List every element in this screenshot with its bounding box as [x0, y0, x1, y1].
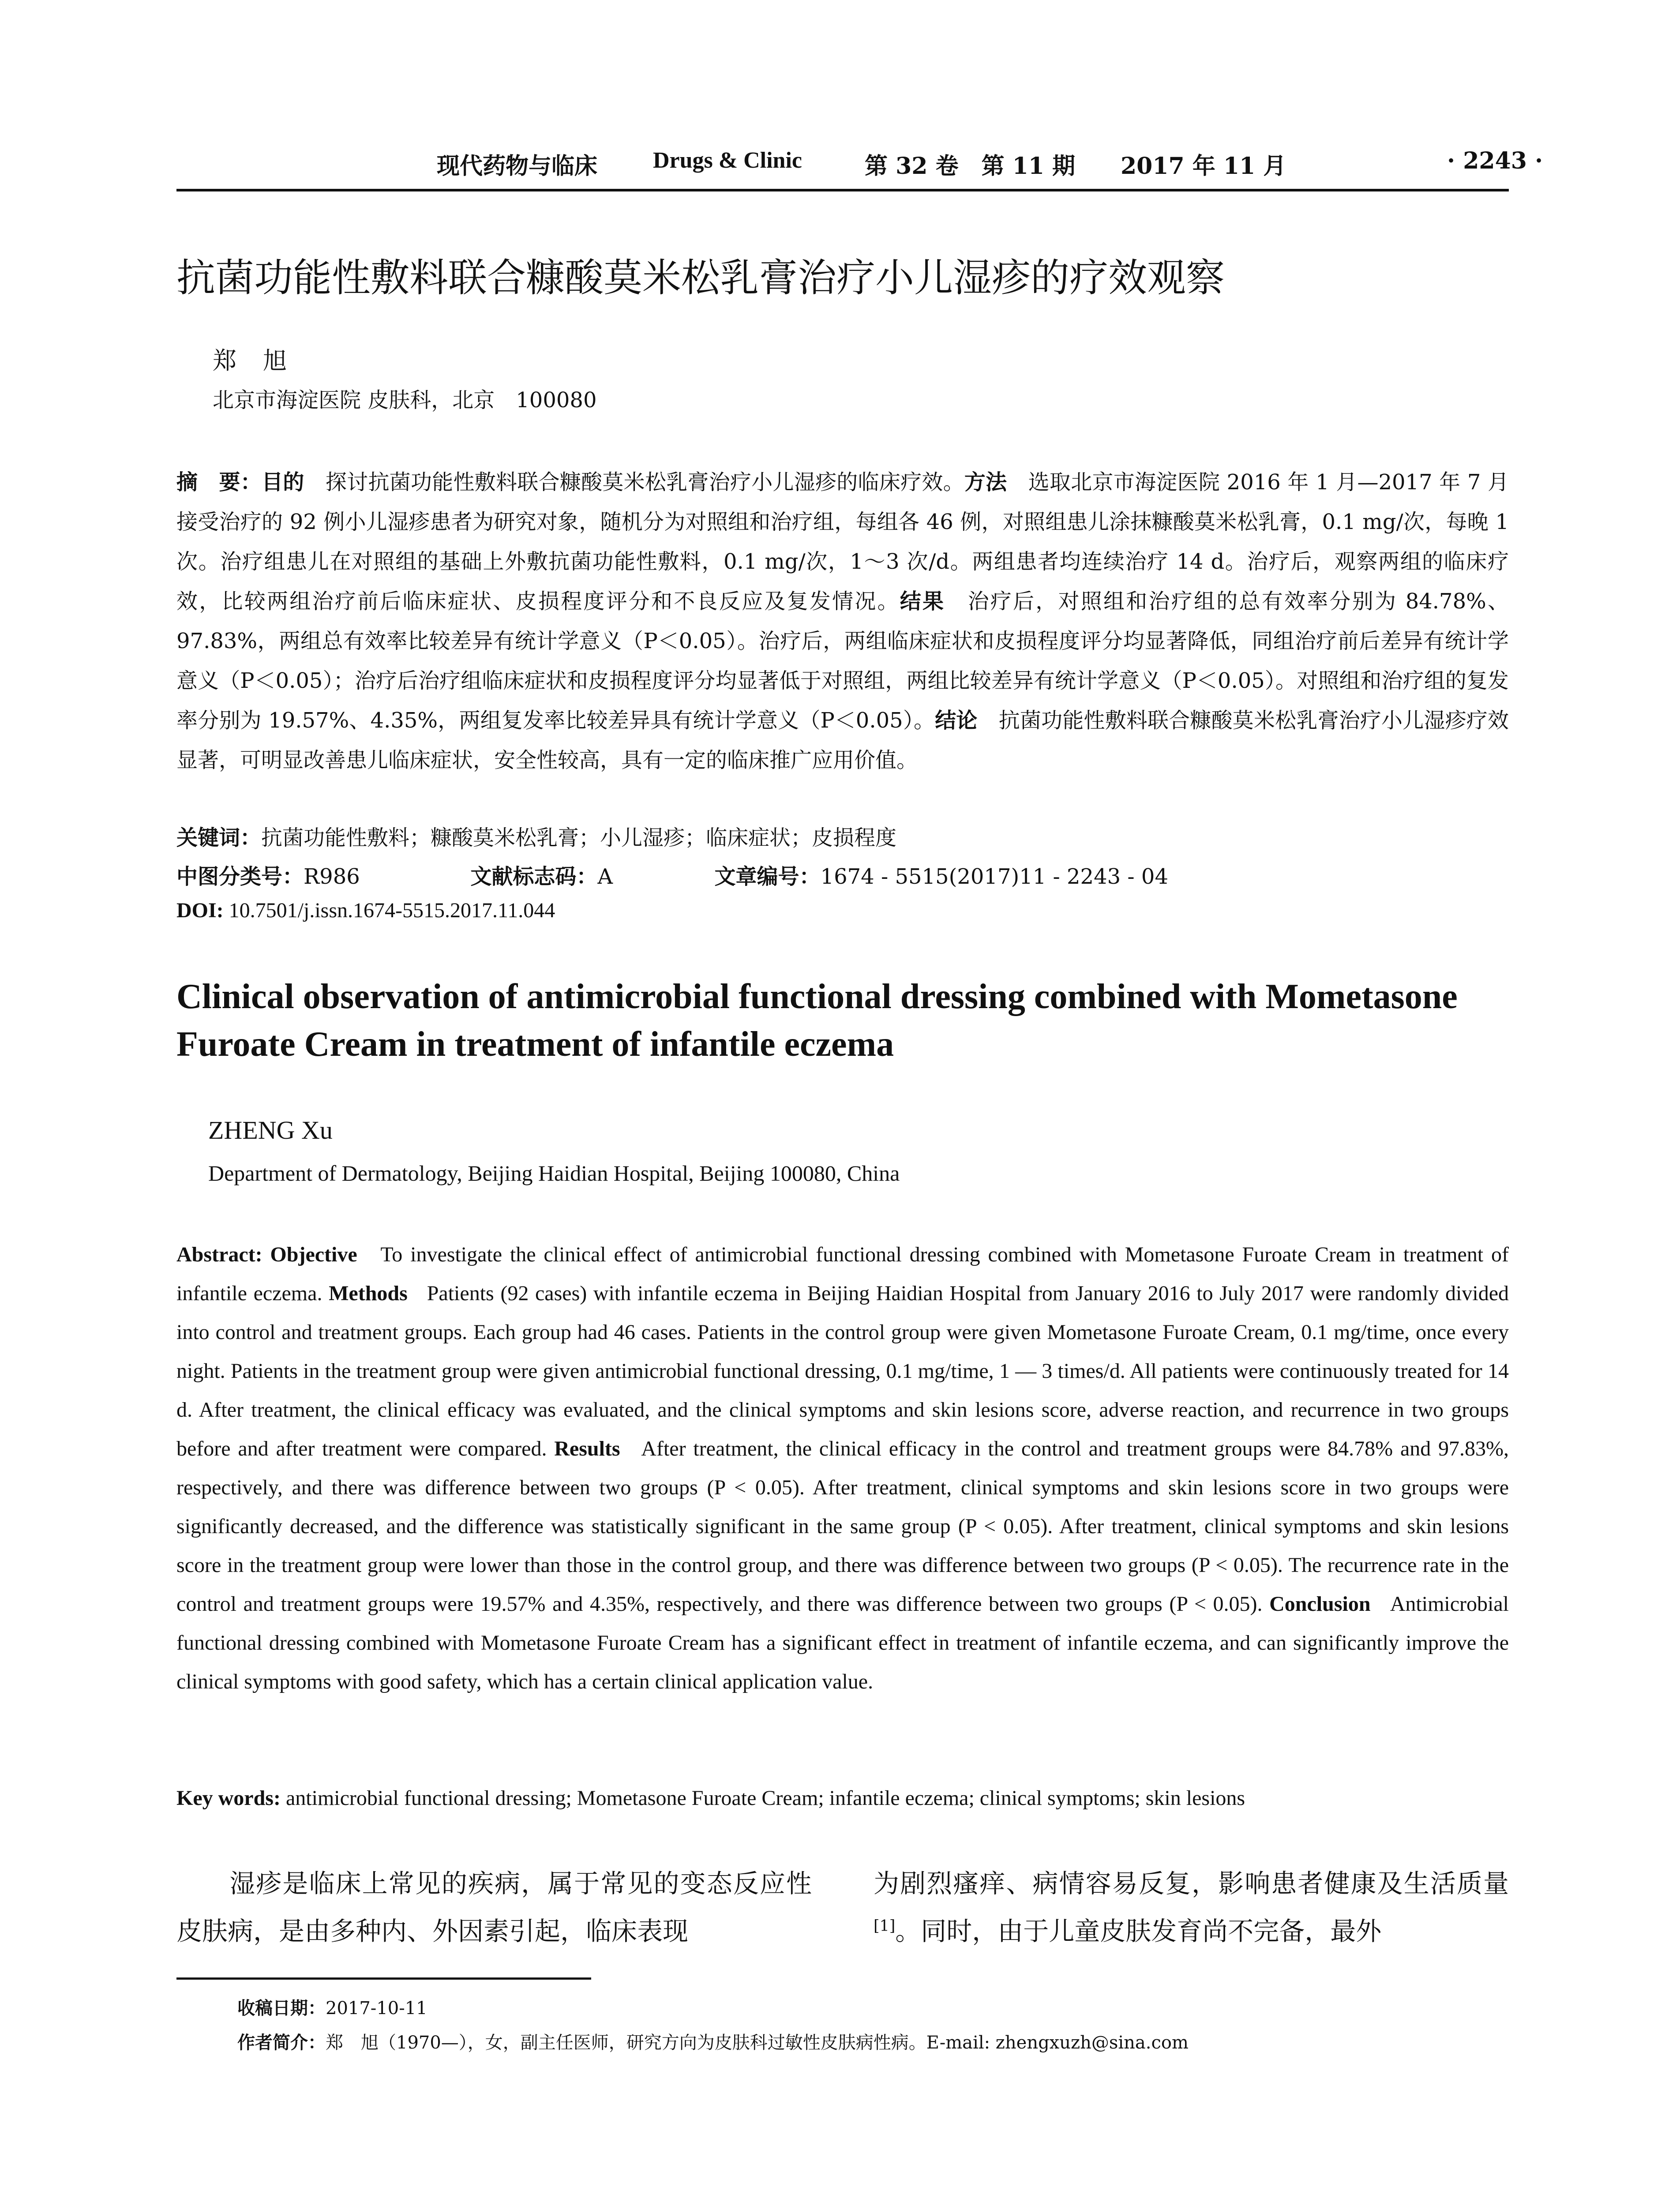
english-title: Clinical observation of antimicrobial functional dressing combined with Mometasone Furoate Cream in treatment of infantile eczema	[176, 977, 1458, 1064]
english-keywords	[176, 1786, 1245, 1810]
doi-line	[176, 898, 555, 923]
english-abstract	[176, 1235, 1509, 1701]
objective-label: 目的	[262, 470, 304, 495]
chinese-author: 郑旭	[213, 347, 313, 375]
chinese-affiliation: 北京市海淀医院 皮肤科，北京 100080	[213, 388, 597, 413]
chinese-keywords	[176, 821, 896, 851]
objective-text: 探讨抗菌功能性敷料联合糠酸莫米松乳膏治疗小儿湿疹的临床疗效。	[325, 470, 964, 495]
page-number: · 2243 ·	[1447, 147, 1543, 174]
doc-code-value: A	[597, 864, 613, 889]
clc-value: R986	[304, 864, 360, 889]
results-text: 治疗后，对照组和治疗组的总有效率分别为 84.78%、97.83%，两组总有效率比较差异有统计学意义（P＜0.05）。治疗后，两组临床症状和皮损程度评分均显著降低，同组治疗前后差异有统计学意义（P＜0.05）；治疗后治疗组临床症状和皮损程度评分均显著低于对照组，两组比较差异有统计学意义（P＜0.05）。对照组和治疗组的复发率分别为 19.57%、4.35%，两组复发率比较差异具有统计学意义（P＜0.05）。	[176, 589, 1509, 733]
citation-ref[interactable]: [1]	[874, 1917, 896, 1935]
keywords-label: 关键词：	[176, 825, 262, 850]
en-conclusion-label: Conclusion	[1269, 1592, 1371, 1616]
doc-code-label: 文献标志码：	[470, 864, 598, 889]
journal-name-cn: 现代药物与临床	[437, 153, 598, 180]
en-keywords-text: antimicrobial functional dressing; Mometasone Furoate Cream; infantile eczema; clinical symptoms; skin lesions	[285, 1786, 1245, 1810]
en-methods-label: Methods	[329, 1282, 408, 1305]
results-label: 结果	[900, 589, 945, 614]
chinese-title: 抗菌功能性敷料联合糠酸莫米松乳膏治疗小儿湿疹的疗效观察	[176, 255, 1225, 300]
bio-text: 郑 旭（1970—），女，副主任医师，研究方向为皮肤科过敏性皮肤病性病。E-mail: zhengxuzh@sina.com	[326, 2033, 1189, 2053]
en-results-label: Results	[554, 1437, 620, 1460]
article-no-value: 1674 - 5515(2017)11 - 2243 - 04	[820, 864, 1168, 889]
keywords-text: 抗菌功能性敷料；糠酸莫米松乳膏；小儿湿疹；临床症状；皮损程度	[261, 825, 897, 850]
conclusion-label: 结论	[935, 708, 978, 733]
abstract-label: 摘 要：	[176, 470, 262, 495]
classification-line	[176, 859, 1168, 890]
en-conclusion-text: Antimicrobial functional dressing combined with Mometasone Furoate Cream has a significant effect in treatment of infantile eczema, and can significantly improve the clinical symptoms with good safety, which has a certain clinical application value.	[176, 1592, 1509, 1693]
chinese-abstract	[176, 462, 1509, 780]
received-label: 收稿日期：	[237, 1998, 326, 2018]
author-bio	[237, 2029, 1189, 2054]
methods-text: 选取北京市海淀医院 2016 年 1 月—2017 年 7 月接受治疗的 92 例小儿湿疹患者为研究对象，随机分为对照组和治疗组，每组各 46 例，对照组患儿涂抹糠酸莫米松乳膏，0.1 mg/次，每晚 1 次。治疗组患儿在对照组的基础上外敷抗菌功能性敷料，0.1 mg/次，1～3 次/d。两组患者均连续治疗 14 d。治疗后，观察两组的临床疗效，比较两组治疗前后临床症状、皮损程度评分和不良反应及复发情况。	[176, 470, 1509, 614]
en-methods-text: Patients (92 cases) with infantile eczema in Beijing Haidian Hospital from January 2016 to July 2017 were randomly divided into control and treatment groups. Each group had 46 cases. Patients in the control group were given Mometasone Furoate Cream, 0.1 mg/time, once every night. Patients in the treatment group were given antimicrobial functional dressing, 0.1 mg/time, 1 — 3 times/d. All patients were continuously treated for 14 d. After treatment, the clinical efficacy was evaluated, and the clinical symptoms and skin lesions score, adverse reaction, and recurrence in two groups before and after treatment were compared.	[176, 1282, 1509, 1460]
received-date	[237, 1994, 428, 2019]
article-no-label: 文章编号：	[714, 864, 821, 889]
received-value: 2017-10-11	[326, 1998, 428, 2018]
clc-label: 中图分类号：	[176, 864, 304, 889]
journal-name-en: Drugs & Clinic	[653, 148, 802, 173]
methods-label: 方法	[964, 470, 1007, 495]
bio-label: 作者简介：	[237, 2033, 326, 2053]
issue-date: 2017 年 11 月	[1121, 153, 1286, 180]
body-right-text-a: 为剧烈瘙痒、病情容易反复，影响患者健康及生活质量	[874, 1868, 1509, 1898]
running-header	[176, 140, 1543, 191]
english-affiliation: Department of Dermatology, Beijing Haidian Hospital, Beijing 100080, China	[208, 1161, 900, 1186]
doi-label: DOI:	[176, 899, 224, 922]
body-column-left: 湿疹是临床上常见的疾病，属于常见的变态反应性皮肤病，是由多种内、外因素引起，临床表现	[176, 1868, 812, 1946]
volume-issue: 第 32 卷 第 11 期	[865, 153, 1076, 180]
conclusion-text: 抗菌功能性敷料联合糠酸莫米松乳膏治疗小儿湿疹疗效显著，可明显改善患儿临床症状，安全性较高，具有一定的临床推广应用价值。	[176, 708, 1509, 773]
en-results-text: After treatment, the clinical efficacy in the control and treatment groups were 84.78% and 97.83%, respectively, and there was difference between two groups (P < 0.05). After treatment, clinical symptoms and skin lesions score in two groups were significantly decreased, and the difference was statistically significant in the same group (P < 0.05). After treatment, clinical symptoms and skin lesions score in the treatment group were lower than those in the control group, and there was difference between two groups (P < 0.05). The recurrence rate in the control and treatment groups were 19.57% and 4.35%, respectively, and there was difference between two groups (P < 0.05).	[176, 1437, 1509, 1616]
en-abstract-label: Abstract: Objective	[176, 1243, 357, 1266]
body-right-text-b: 。同时，由于儿童皮肤发育尚不完备，最外	[895, 1916, 1382, 1946]
doi-value: 10.7501/j.issn.1674-5515.2017.11.044	[229, 899, 555, 922]
en-objective-text: To investigate the clinical effect of antimicrobial functional dressing combined with Mometasone Furoate Cream in treatment of infantile eczema.	[176, 1243, 1509, 1305]
en-keywords-label: Key words:	[176, 1786, 281, 1810]
body-column-right	[874, 1860, 1509, 1955]
english-author: ZHENG Xu	[208, 1116, 333, 1144]
footnote-divider	[176, 1977, 591, 1980]
